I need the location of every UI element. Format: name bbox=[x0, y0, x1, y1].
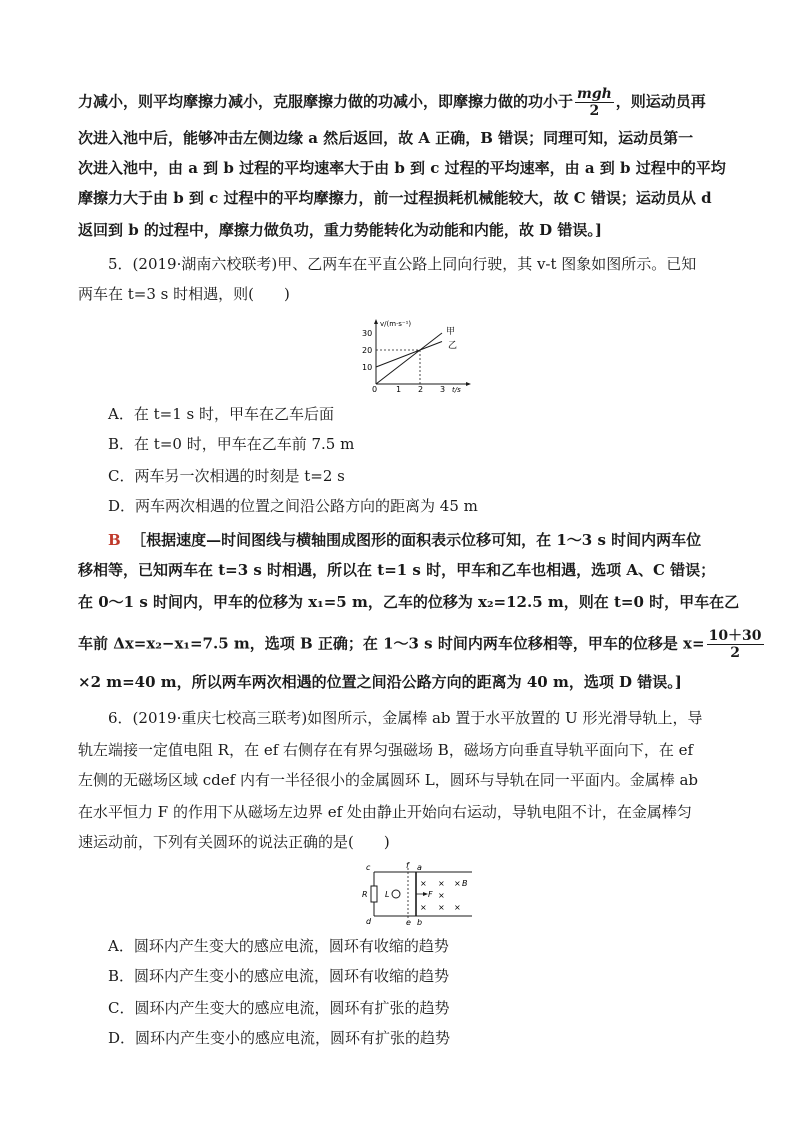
fraction-numerator: 10＋30 bbox=[708, 628, 762, 644]
q5-answer: B bbox=[108, 531, 121, 549]
metal-ring-L bbox=[392, 890, 400, 898]
q6-stem-line-4: 在水平恒力 F 的作用下从磁场左边界 ef 处由静止开始向右运动，导轨电阻不计，在金属棒匀 bbox=[78, 803, 692, 821]
q5-stem-line-1: 5．(2019·湖南六校联考)甲、乙两车在平直公路上同向行驶，其 v-t 图象如图所示。已知 bbox=[108, 255, 697, 273]
label-L: L bbox=[385, 890, 390, 899]
q5-option-c: C．两车另一次相遇的时刻是 t=2 s bbox=[108, 467, 345, 485]
q6-stem-line-1: 6．(2019·重庆七校高三联考)如图所示，金属棒 ab 置于水平放置的 U 形光滑导轨上，导 bbox=[108, 709, 703, 727]
fraction-numerator: mgh bbox=[577, 86, 612, 102]
circuit-diagram bbox=[356, 862, 476, 926]
q5-solution-line-5: ×2 m=40 m，所以两车两次相遇的位置之间沿公路方向的距离为 40 m，选项 D 错误。] bbox=[78, 673, 682, 691]
text-segment: 车前 Δx=x₂−x₁=7.5 m，选项 B 正确；在 1～3 s 时间内两车位移相等，甲车的位移是 x= bbox=[78, 634, 705, 653]
label-b: b bbox=[417, 918, 423, 926]
q5-solution-line-1 bbox=[108, 530, 701, 550]
fraction-mgh-over-2 bbox=[575, 86, 614, 119]
q6-option-b: B．圆环内产生变小的感应电流，圆环有收缩的趋势 bbox=[108, 967, 450, 985]
xtick-1: 1 bbox=[396, 385, 402, 394]
label-a: a bbox=[417, 863, 422, 872]
prev-solution-line-4: 摩擦力大于由 b 到 c 过程中的平均摩擦力，前一过程损耗机械能较大，故 C 错误；运动员从 d bbox=[78, 189, 712, 207]
series-label-jia: 甲 bbox=[446, 327, 456, 337]
label-f: f bbox=[406, 862, 409, 870]
label-R: R bbox=[362, 890, 368, 899]
series-line-yi bbox=[376, 342, 442, 368]
xtick-2: 2 bbox=[418, 385, 424, 394]
fraction-denominator: 2 bbox=[730, 645, 740, 661]
q6-option-d: D．圆环内产生变小的感应电流，圆环有扩张的趋势 bbox=[108, 1029, 451, 1047]
prev-solution-line-1 bbox=[78, 86, 706, 119]
vt-graph bbox=[358, 316, 478, 394]
label-d: d bbox=[366, 917, 372, 926]
prev-solution-line-3: 次进入池中，由 a 到 b 过程的平均速率大于由 b 到 c 过程的平均速率，由 a 到 b 过程中的平均 bbox=[78, 159, 726, 177]
label-F: F bbox=[428, 890, 433, 899]
q5-stem-line-2: 两车在 t=3 s 时相遇，则( ) bbox=[78, 285, 290, 303]
series-line-jia bbox=[376, 333, 442, 384]
text-segment: 力减小，则平均摩擦力减小，克服摩擦力做的功减小，即摩擦力做的功小于 bbox=[78, 92, 574, 111]
ytick-20: 20 bbox=[362, 346, 373, 355]
q5-option-a: A．在 t=1 s 时，甲车在乙车后面 bbox=[108, 405, 334, 423]
label-e: e bbox=[406, 918, 411, 926]
field-cross: × bbox=[454, 903, 461, 912]
fraction-denominator: 2 bbox=[589, 103, 600, 119]
field-cross: × bbox=[454, 879, 461, 888]
field-cross: × bbox=[420, 879, 427, 888]
q6-stem-line-5: 速运动前，下列有关圆环的说法正确的是( ) bbox=[78, 833, 390, 851]
prev-solution-line-2: 次进入池中后，能够冲击左侧边缘 a 然后返回，故 A 正确，B 错误；同理可知，运动员第一 bbox=[78, 129, 694, 147]
series-label-yi: 乙 bbox=[448, 341, 458, 351]
xtick-0: 0 bbox=[372, 385, 378, 394]
ytick-30: 30 bbox=[362, 329, 373, 338]
xtick-3: 3 bbox=[440, 385, 446, 394]
fraction-10-plus-30-over-2 bbox=[707, 628, 764, 661]
field-cross: × bbox=[438, 879, 445, 888]
q5-option-d: D．两车两次相遇的位置之间沿公路方向的距离为 45 m bbox=[108, 497, 478, 515]
graph-y-arrow bbox=[374, 319, 378, 324]
q6-stem-line-2: 轨左端接一定值电阻 R，在 ef 右侧存在有界匀强磁场 B，磁场方向垂直导轨平面向下，在 ef bbox=[78, 741, 694, 759]
text-segment: ［根据速度—时间图线与横轴围成图形的面积表示位移可知，在 1～3 s 时间内两车位 bbox=[131, 531, 702, 549]
field-cross: × bbox=[438, 891, 445, 900]
graph-xlabel: t/s bbox=[452, 386, 461, 394]
graph-ylabel: v/(m·s⁻¹) bbox=[380, 320, 412, 328]
q5-option-b: B．在 t=0 时，甲车在乙车前 7.5 m bbox=[108, 435, 355, 453]
q6-option-a: A．圆环内产生变大的感应电流，圆环有收缩的趋势 bbox=[108, 937, 449, 955]
q5-solution-line-4 bbox=[78, 628, 766, 661]
q6-option-c: C．圆环内产生变大的感应电流，圆环有扩张的趋势 bbox=[108, 999, 450, 1017]
field-cross: × bbox=[438, 903, 445, 912]
q6-stem-line-3: 左侧的无磁场区域 cdef 内有一半径很小的金属圆环 L，圆环与导轨在同一平面内。金属棒 ab bbox=[78, 771, 699, 789]
q5-solution-line-2: 移相等，已知两车在 t=3 s 时相遇，所以在 t=1 s 时，甲车和乙车也相遇，选项 A、C 错误； bbox=[78, 561, 716, 579]
ytick-10: 10 bbox=[362, 363, 373, 372]
field-cross: × bbox=[420, 903, 427, 912]
label-c: c bbox=[366, 863, 371, 872]
text-segment: ，则运动员再 bbox=[615, 92, 706, 111]
resistor-R bbox=[371, 886, 377, 902]
graph-x-arrow bbox=[466, 382, 471, 386]
q5-solution-line-3: 在 0～1 s 时间内，甲车的位移为 x₁=5 m，乙车的位移为 x₂=12.5 m，则在 t=0 时，甲车在乙 bbox=[78, 593, 740, 611]
prev-solution-line-5: 返回到 b 的过程中，摩擦力做负功，重力势能转化为动能和内能，故 D 错误。] bbox=[78, 221, 602, 239]
label-B: B bbox=[462, 879, 468, 888]
